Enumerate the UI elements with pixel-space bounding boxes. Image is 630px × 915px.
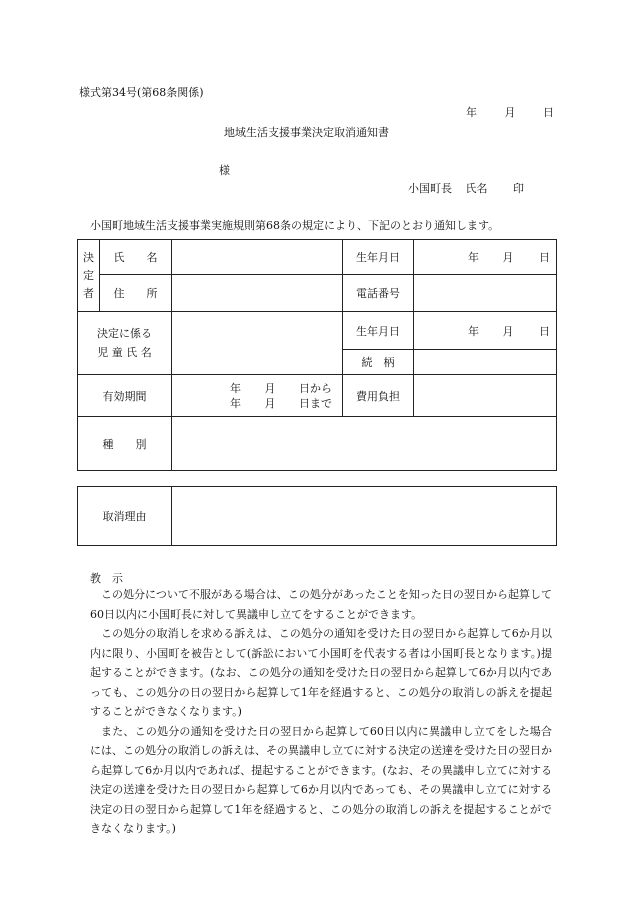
date-day: 日 <box>543 106 554 119</box>
period-from <box>230 381 342 396</box>
name-value[interactable] <box>172 240 343 275</box>
date-year: 年 <box>466 106 477 119</box>
notes-paragraph: この処分の取消しを求める訴えは、この処分の通知を受けた日の翌日から起算して6か月以内に限り、小国町を被告として(訴訟において小国町を代表する者は小国町長となります。)提起することができます。(なお、この処分の通知を受けた日の翌日から起算して6か月以内であっても、この処分の日の翌日から起算して1年を経過すると、この処分の取消しの訴えを提起することができなくなります。) <box>90 627 552 718</box>
decider-char-3: 者 <box>83 286 94 300</box>
decider-char-2: 定 <box>83 268 94 282</box>
relation-label: 続 柄 <box>343 350 414 375</box>
birth-label: 生年月日 <box>343 240 414 275</box>
child-label-line-2: 児 童 氏 名 <box>97 346 152 359</box>
seal-mark: 印 <box>513 182 524 195</box>
notes-body <box>90 585 552 839</box>
child-birth-month: 月 <box>502 324 514 338</box>
child-label-line-1: 決定に係る <box>97 327 152 340</box>
notes-heading: 教 示 <box>90 572 123 585</box>
period-value[interactable] <box>172 375 343 417</box>
period-from-suffix: 日から <box>299 381 332 395</box>
reason-label: 取消理由 <box>78 487 172 546</box>
name-label: 氏 名 <box>100 240 172 275</box>
reason-value[interactable] <box>172 487 557 546</box>
period-to-suffix: 日まで <box>299 396 332 410</box>
issuer-line <box>408 180 524 196</box>
birth-day: 日 <box>539 251 550 264</box>
child-name-label <box>78 312 172 375</box>
address-label: 住 所 <box>100 275 172 312</box>
intro-text: 小国町地域生活支援事業実施規則第68条の規定により、下記のとおり通知します。 <box>90 219 500 232</box>
addressee-suffix: 様 <box>219 164 230 177</box>
issue-date <box>466 104 554 120</box>
child-name-value[interactable] <box>172 312 343 375</box>
relation-value[interactable] <box>414 350 557 375</box>
child-birth-day: 日 <box>539 324 550 338</box>
phone-label: 電話番号 <box>343 275 414 312</box>
period-from-year: 年 <box>230 381 241 395</box>
child-birth-date-value[interactable] <box>414 312 557 350</box>
child-birth-label: 生年月日 <box>343 312 414 350</box>
form-number: 様式第34号(第68条関係) <box>79 86 204 99</box>
cost-value[interactable] <box>414 375 557 417</box>
birth-date-value[interactable] <box>414 240 557 275</box>
issuer-title: 小国町長 <box>408 182 452 195</box>
address-value[interactable] <box>172 275 343 312</box>
type-label: 種 別 <box>78 417 172 471</box>
period-to <box>230 396 342 411</box>
period-to-year: 年 <box>230 396 241 410</box>
phone-value[interactable] <box>414 275 557 312</box>
notes-paragraph: この処分について不服がある場合は、この処分があったことを知った日の翌日から起算して60日以内に小国町長に対して異議申し立てをすることができます。 <box>90 588 552 621</box>
reason-table <box>77 486 557 546</box>
issuer-name-label: 氏名 <box>465 182 488 195</box>
birth-year: 年 <box>468 251 479 264</box>
decider-char-1: 決 <box>83 250 94 264</box>
period-label: 有効期間 <box>78 375 172 417</box>
date-month: 月 <box>504 106 516 119</box>
type-value[interactable] <box>172 417 557 471</box>
period-to-month: 月 <box>264 396 276 410</box>
notes-paragraph: また、この処分の通知を受けた日の翌日から起算して60日以内に異議申し立てをした場合には、この処分の取消しの訴えは、その異議申し立てに対する決定の送達を受けた日の翌日から起算して6か月以内であれば、提起することができます。(なお、その異議申し立てに対する決定の送達を受けた日の翌日から起算して6か月以内であっても、その異議申し立てに対する決定の日の翌日から起算して1年を経過すると、この処分の取消しの訴えを提起することができなくなります。) <box>90 724 552 835</box>
document-title: 地域生活支援事業決定取消通知書 <box>224 126 389 139</box>
decider-label-cell <box>78 240 100 312</box>
decision-table <box>77 239 557 471</box>
period-from-month: 月 <box>264 381 276 395</box>
cost-label: 費用負担 <box>343 375 414 417</box>
child-birth-year: 年 <box>468 324 479 338</box>
birth-month: 月 <box>502 251 514 264</box>
